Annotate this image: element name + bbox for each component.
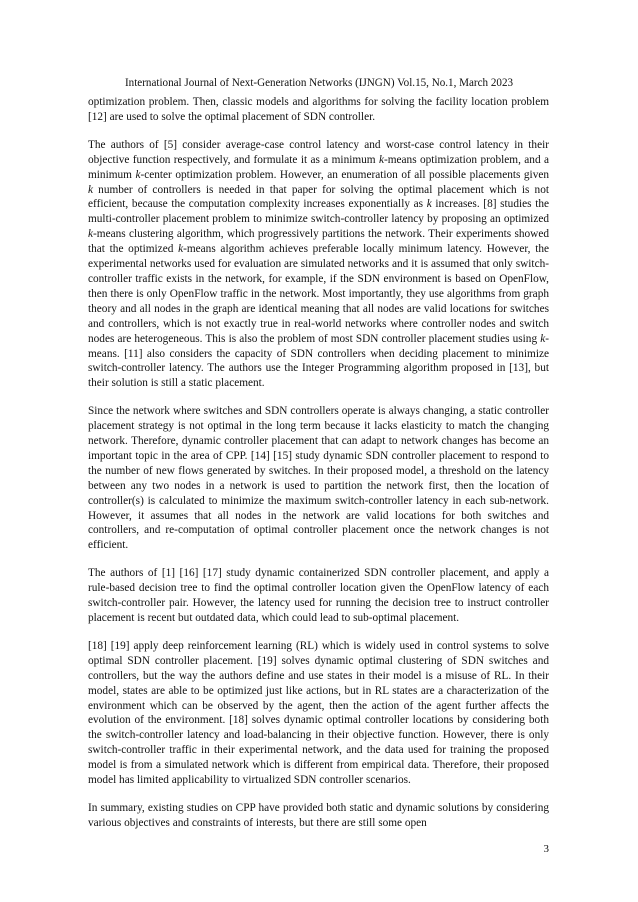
paragraph-4 (88, 566, 549, 626)
italic-variable: k (426, 198, 432, 211)
text-segment: [18] [19] apply deep reinforcement learning (RL) which is widely used in control systems to solve optimal SDN controller placement. [19] solves dynamic optimal clustering of SDN switches and controllers, but the way the authors define and use states in their model is a misuse of RL. In their model, states are able to be optimized just like actions, but in RL states are a characterization of the environment which can be observed by the agent, then the action of the agent further affects the evolution of the environment. [18] solves dynamic optimal controller locations by considering both the switch-controller latency and load-balancing in their objective function. However, there is only switch-controller traffic in their experimental network, and the data used for training the proposed model is from a simulated network which is different from empirical data. Therefore, their proposed model has limited applicability to virtualized SDN controller scenarios. (88, 639, 549, 787)
italic-variable: k (88, 228, 94, 241)
text-segment: In summary, existing studies on CPP have provided both static and dynamic solutions by considering various objectives and constraints of interests, but there are still some open (88, 801, 549, 829)
italic-variable: k (135, 168, 141, 181)
text-segment: -means algorithm achieves preferable locally minimum latency. However, the experimental networks used for evaluation are simulated networks and it is assumed that only switch-controller traffic exists in the network, for example, if the SDN environment is based on OpenFlow, then there is only OpenFlow traffic in the network. Most importantly, they use algorithms from graph theory and all nodes in the graph are identical meaning that all nodes are valid locations for switches and controllers, which is not exactly true in real-world networks where controller nodes and switch nodes are heterogeneous. This is also the problem of most SDN controller placement studies using (88, 243, 549, 345)
text-segment: increases. [8] studies the multi-controller placement problem to minimize switch-controller latency by proposing an optimized (88, 198, 549, 226)
text-segment: number of controllers is needed in that paper for solving the optimal placement which is not efficient, because the computation complexity increases exponentially as (88, 183, 549, 211)
italic-variable: k (540, 332, 546, 345)
paragraph-5 (88, 639, 549, 788)
text-segment: -means. [11] also considers the capacity of SDN controllers when deciding placement to minimize switch-controller latency. The authors use the Integer Programming algorithm proposed in [13], but their solution is still a static placement. (88, 332, 549, 390)
body-text (88, 95, 549, 831)
italic-variable: k (178, 243, 184, 256)
text-segment: optimization problem. Then, classic models and algorithms for solving the facility location problem [12] are used to solve the optimal placement of SDN controller. (88, 96, 549, 123)
text-segment: -means clustering algorithm, which progressively partitions the network. Their experiments showed that the optimized (88, 228, 549, 256)
paragraph-1 (88, 95, 549, 125)
text-segment: -means optimization problem, and a minimum (88, 153, 549, 181)
paragraph-6 (88, 801, 549, 831)
journal-header: International Journal of Next-Generation Networks (IJNGN) Vol.15, No.1, March 2023 (124, 77, 514, 89)
paragraph-2 (88, 138, 549, 391)
italic-variable: k (378, 153, 384, 166)
text-segment: The authors of [5] consider average-case control latency and worst-case control latency in their objective function respectively, and formulate it as a minimum (88, 138, 549, 166)
italic-variable: k (88, 183, 94, 196)
page-number: 3 (543, 843, 549, 855)
paragraph-3 (88, 404, 549, 553)
text-segment: The authors of [1] [16] [17] study dynamic containerized SDN controller placement, and apply a rule-based decision tree to find the optimal controller location given the OpenFlow latency of each switch-controller pair. However, the latency used for running the decision tree to instruct controller placement is recent but outdated data, which could lead to sub-optimal placement. (88, 567, 549, 624)
text-segment: -center optimization problem. However, an enumeration of all possible placements given (140, 168, 549, 181)
text-segment: Since the network where switches and SDN controllers operate is always changing, a static controller placement strategy is not optimal in the long term because it lacks elasticity to match the changing network. Therefore, dynamic controller placement that can adapt to network changes has become an important topic in the area of CPP. [14] [15] study dynamic SDN controller placement to respond to the number of new flows generated by switches. In their proposed model, a threshold on the latency between any two nodes in a network is used to partition the network first, then the location of controller(s) is calculated to minimize the maximum switch-controller latency in each sub-network. However, it assumes that all nodes in the network are valid locations for both switches and controllers, and re-computation of optimal controller placement once the network changes is not efficient. (88, 405, 549, 552)
